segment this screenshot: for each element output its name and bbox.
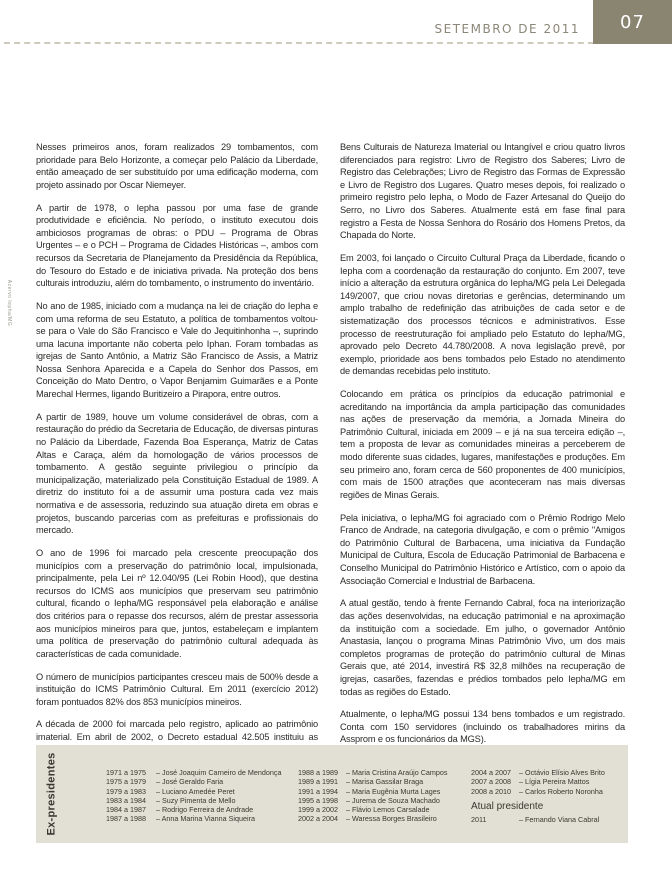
term-years: 2011 [471, 815, 487, 824]
term-years: 1979 a 1983 [106, 786, 146, 796]
current-president-entry [471, 815, 599, 824]
paragraph: Colocando em prática os princípios da educação patrimonial e acreditando na importância da ampla participação das comunidades nas ações de preservação da memória, a Jornada Mineira do Patrimônio Cultural, iniciada em 2009 – e já na sua terceira edição –, tem a proposta de levar as comunidades mineiras a perceberem de modo diferente suas cidades, lugares, manifestações e produções. Em seu primeiro ano, foram cerca de 560 proponentes de 400 municípios, com mais de 1500 atrações que aconteceram nas mais diversas regiões de Minas Gerais. [340, 389, 625, 500]
paragraph: O ano de 1996 foi marcado pela crescente preocupação dos municípios com a preservação do patrimônio local, impulsionada, principalmente, pela Lei nº 12.040/95 (Lei Robin Hood), que destina recursos do ICMS aos municípios que preservam seu patrimônio cultural, ficando o Iepha/MG responsável pela elaboração e análise dos critérios para o repasse dos recursos, além de prestar assessoria aos municípios mineiros para que, juntos, estabeleçam e implantem uma política de preservação do patrimônio cultural adequada às características de cada comunidade. [36, 547, 318, 659]
current-president-title: Atual presidente [471, 801, 544, 812]
paragraph: O número de municípios participantes cresceu mais de 500% desde a instituição do ICMS Patrimônio Cultural. Em 2011 (exercício 2012) foram pontuados 82% dos 853 municípios mineiros. [36, 671, 318, 707]
president-name: – Maria Cristina Araújo Campos [346, 768, 448, 777]
term-years: 1999 a 2002 [298, 805, 338, 815]
photo-credit: Acervo Iepha/MG [6, 279, 13, 327]
former-presidents-label-text: Ex-presidentes [46, 752, 59, 836]
president-entry [471, 777, 605, 786]
president-entry [298, 796, 447, 805]
paragraph: Atualmente, o Iepha/MG possui 134 bens tombados e um registrado. Conta com 150 servidores (incluindo os trabalhadores mirins da Assprom e os funcionários da MGS). [340, 709, 625, 745]
president-name: – José Joaquim Carneiro de Mendonça [156, 768, 282, 777]
paragraph: A partir de 1978, o Iepha passou por uma fase de grande produtividade e eficiência. No período, o instituto executou dois ambiciosos programas de obras: o PDU – Programa de Obras Urgentes – e o PCH – Programa de Cidades Históricas –, ambos com recursos da Secretaria de Planejamento da Presidência da República, do Tesouro do Estado e de iniciativa privada. Na proteção dos bens culturais introduziu, além do tombamento, o instrumento do inventário. [36, 202, 318, 289]
presidents-column-3 [471, 768, 605, 796]
president-name: – Suzy Pimenta de Mello [156, 795, 236, 805]
president-entry [106, 768, 281, 777]
paragraph: Bens Culturais de Natureza Imaterial ou Intangível e criou quatro livros diferenciados para registro: Livro de Registro dos Saberes; Livro de Registro das Celebrações; Livro de Registro das Formas de Expressão e Livro de Registro dos Lugares. Quatro meses depois, foi realizado o primeiro registro pelo Iepha, o Modo de Fazer Artesanal do Queijo do Serro, no Livro dos Saberes. Atualmente está em fase final para registro a Festa de Nossa Senhora do Rosário dos Homens Pretos, da Chapada do Norte. [340, 142, 625, 241]
president-name: – Fernando Viana Cabral [519, 815, 600, 824]
right-text-column [340, 141, 625, 756]
president-entry [298, 805, 447, 814]
page-number-tab [593, 0, 672, 44]
term-years: 1987 a 1988 [106, 814, 146, 824]
header-date: SETEMBRO DE 2011 [434, 22, 580, 36]
term-years: 2002 a 2004 [298, 814, 338, 824]
president-entry [298, 814, 447, 823]
paragraph: Em 2003, foi lançado o Circuito Cultural Praça da Liberdade, ficando o Iepha com a coordenação da restauração do conjunto. Em 2007, teve início a alteração da estrutura orgânica do Iepha/MG pela Lei Delegada 149/2007, que criou novas diretorias e gerências, determinando um amplo trabalho de redefinição das atribuições de cada setor e de sistematização dos processos técnicos e administrativos. Esse processo de reestruturação foi ampliado pelo Estatuto do Iepha/MG, aprovado pelo Decreto 44.780/2008. A nova legislação prevê, por exemplo, prioridade aos bens tombados pelo Estado no atendimento de demandas recebidas pelo instituto. [340, 252, 625, 377]
presidents-column-2 [298, 768, 447, 824]
former-presidents-label [42, 753, 62, 835]
president-name: – Marisa Gassilar Braga [346, 777, 424, 787]
paragraph: A atual gestão, tendo à frente Fernando Cabral, foca na interiorização das ações desenvolvidas, na educação patrimonial e na aproximação da instituição com a sociedade. Em julho, o governador Antônio Anastasia, lançou o programa Minas Patrimônio Vivo, um dos mais completos programas de proteção do patrimônio cultural de Minas Gerais que, até 2014, investirá R$ 32,8 milhões na recuperação de igrejas, casarões, fazendas e prédios tombados pelo Iepha/MG em todas as regiões do Estado. [340, 598, 625, 697]
term-years: 1991 a 1994 [298, 786, 338, 796]
term-years: 1983 a 1984 [106, 795, 146, 805]
president-name: – Octávio Elísio Alves Brito [519, 768, 605, 777]
term-years: 1989 a 1991 [298, 777, 338, 787]
paragraph: No ano de 1985, iniciado com a mudança na lei de criação do Iepha e com uma reforma de seu Estatuto, a política de tombamentos voltou-se para o Vale do São Francisco e Vale do Jequitinhonha –, suprindo uma lacuna importante não coberta pelo Iphan. Foram tombadas as igrejas de Santo Antônio, a Matriz São Francisco de Assis, a Matriz Nossa Senhora Aparecida e a Capela do Senhor dos Passos, em Conceição do Mato Dentro, o Vapor Benjamim Guimarães e a Ponte Marechal Hermes, ligando Buritizeiro a Pirapora, entre outros. [36, 300, 318, 400]
president-entry [298, 777, 447, 786]
paragraph: Nesses primeiros anos, foram realizados 29 tombamentos, com prioridade para Belo Horizonte, a começar pelo Palácio da Liberdade, então ameaçado de ser substituído por uma edificação moderna, com projeto assinado por Oscar Niemeyer. [36, 142, 318, 190]
president-name: – Lígia Pereira Mattos [519, 777, 590, 787]
president-entry [298, 768, 447, 777]
president-name: – José Geraldo Faria [156, 777, 224, 787]
term-years: 2007 a 2008 [471, 777, 511, 787]
president-name: – Carlos Roberto Noronha [519, 786, 603, 796]
president-name: – Waressa Borges Brasileiro [346, 814, 437, 824]
president-name: – Luciano Amedée Peret [156, 786, 235, 796]
term-years: 1988 a 1989 [298, 768, 338, 777]
president-entry [298, 787, 447, 796]
paragraph: A partir de 1989, houve um volume considerável de obras, com a restauração do prédio da Secretaria de Educação, de diversas pinturas no Palácio da Liberdade, Fazenda Boa Esperança, Matriz de Catas Altas e Caraça, além da homologação de vários processos de tombamento. A gestão seguinte privilegiou o princípio da municipalização, materializado pela Constituição Estadual de 1989. A diretriz do instituto foi a de assumir uma postura cada vez mais normativa e de assessoria, reduzindo sua atuação direta em obras e projetos, buscando parcerias com as prefeituras e profissionais do mercado. [36, 411, 318, 536]
president-entry [106, 805, 281, 814]
term-years: 2008 a 2010 [471, 786, 511, 796]
president-name: – Anna Marina Vianna Siqueira [156, 814, 255, 824]
left-text-column [36, 141, 318, 766]
president-entry [106, 796, 281, 805]
former-presidents-box [36, 745, 628, 843]
page-number: 07 [620, 11, 645, 33]
term-years: 1995 a 1998 [298, 795, 338, 805]
president-entry [106, 787, 281, 796]
term-years: 2004 a 2007 [471, 768, 511, 777]
president-name: – Rodrigo Ferreira de Andrade [156, 805, 254, 815]
president-entry [106, 777, 281, 786]
president-name: – Jurema de Souza Machado [346, 795, 440, 805]
header-dashed-rule [4, 42, 604, 44]
term-years: 1975 a 1979 [106, 777, 146, 787]
president-name: – Maria Eugênia Murta Lages [346, 786, 441, 796]
paragraph: Pela iniciativa, o Iepha/MG foi agraciado com o Prêmio Rodrigo Melo Franco de Andrade, na categoria divulgação, e com o prêmio "Amigos do Patrimônio Cultural de Barbacena, uma iniciativa da Fundação Municipal de Cultura, Escola de Educação Patrimonial de Barbacena e Conselho Municipal do Patrimônio Histórico e Artístico, com o apoio da Associação Comercial e Industrial de Barbacena. [340, 512, 625, 586]
presidents-column-1 [106, 768, 281, 824]
paragraph: A década de 2000 foi marcada pelo registro, aplicado ao patrimônio imaterial. Em abril de 2002, o Decreto estadual 42.505 instituiu as [36, 719, 318, 743]
president-name: – Flávio Lemos Carsalade [346, 805, 430, 815]
term-years: 1971 a 1975 [106, 768, 146, 777]
term-years: 1984 a 1987 [106, 805, 146, 815]
president-entry [471, 787, 605, 796]
president-entry [471, 768, 605, 777]
president-entry [106, 814, 281, 823]
